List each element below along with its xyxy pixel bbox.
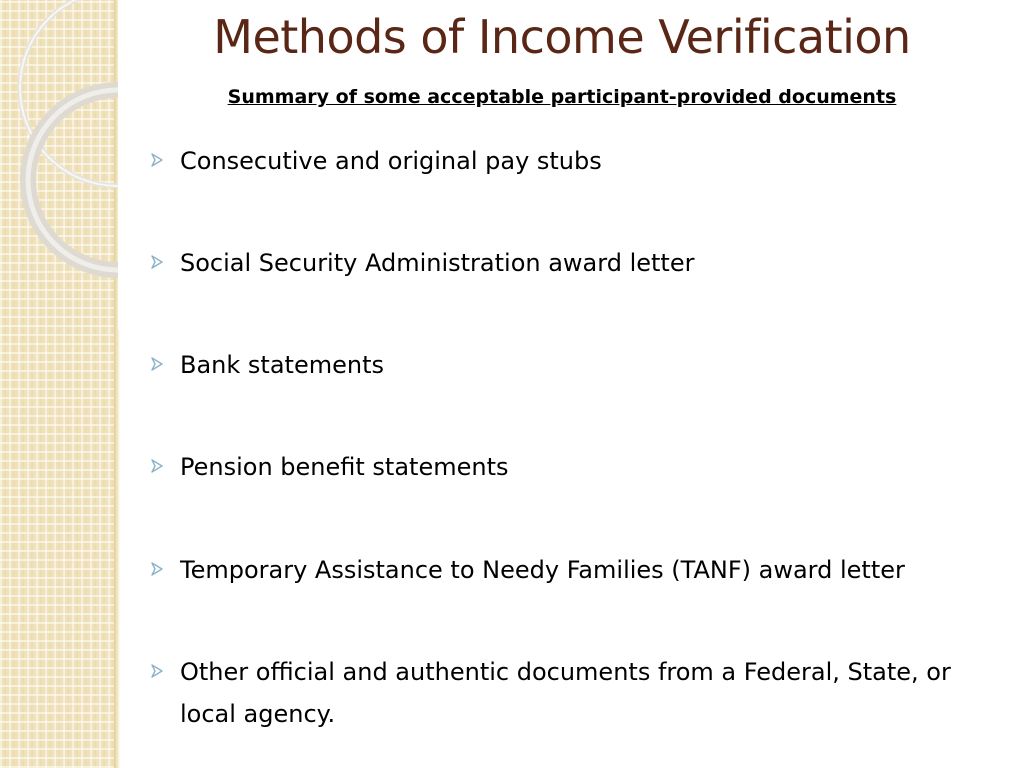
list-item [150, 553, 1010, 591]
bullet-text: Consecutive and original pay stubs [180, 147, 602, 175]
arrowhead-bullet-icon [150, 553, 180, 581]
arrowhead-bullet-icon [150, 348, 180, 376]
bullet-text: Pension benefit statements [180, 453, 509, 481]
arrowhead-bullet-icon [150, 450, 180, 478]
list-item [150, 348, 1010, 386]
list-item [150, 246, 1010, 284]
bullet-text: Temporary Assistance to Needy Families (TANF) award letter [180, 556, 905, 584]
bullet-text: Bank statements [180, 351, 384, 379]
bullet-text: Other official and authentic documents from a Federal, State, or local agency. [180, 658, 951, 728]
slide-subtitle: Summary of some acceptable participant-provided documents [227, 86, 897, 108]
arrowhead-bullet-icon [150, 655, 180, 683]
list-item [150, 450, 1010, 488]
bullet-text: Social Security Administration award letter [180, 249, 695, 277]
list-item [150, 655, 1010, 735]
arrowhead-bullet-icon [150, 144, 180, 172]
arrowhead-bullet-icon [150, 246, 180, 274]
list-item [150, 144, 1010, 182]
slide-title: Methods of Income Verification [213, 10, 911, 64]
